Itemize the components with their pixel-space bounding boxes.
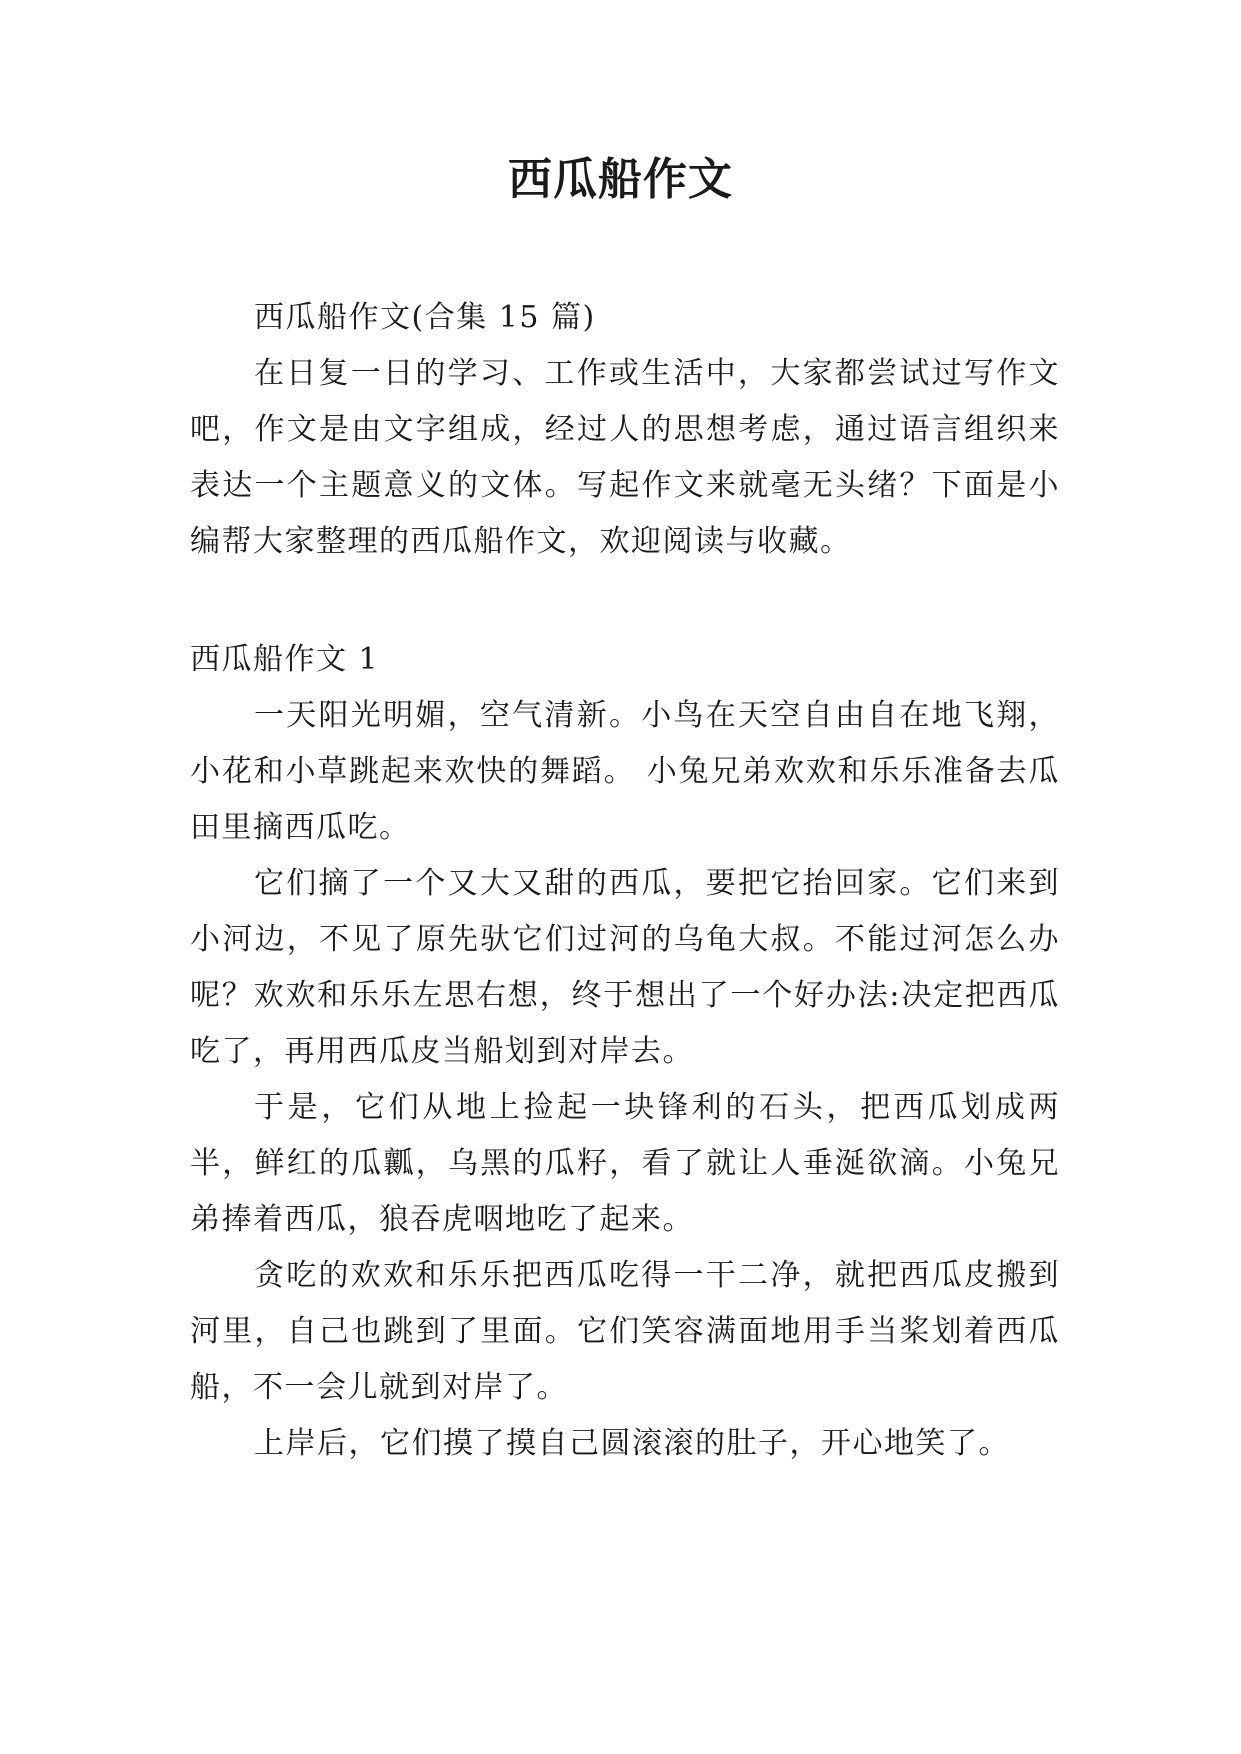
collection-subtitle: 西瓜船作文(合集 15 篇) bbox=[254, 300, 596, 335]
essay-paragraph: 贪吃的欢欢和乐乐把西瓜吃得一干二净，就把西瓜皮搬到河里，自己也跳到了里面。它们笑容满面地用手当桨划着西瓜船，不一会儿就到对岸了。 bbox=[190, 1258, 1060, 1405]
intro-paragraph: 在日复一日的学习、工作或生活中，大家都尝试过写作文吧，作文是由文字组成，经过人的思想考虑，通过语言组织来表达一个主题意义的文体。写起作文来就毫无头绪？下面是小编帮大家整理的西瓜船作文，欢迎阅读与收藏。 bbox=[190, 356, 1060, 559]
essay-paragraph: 它们摘了一个又大又甜的西瓜，要把它抬回家。它们来到小河边，不见了原先驮它们过河的乌龟大叔。不能过河怎么办呢？欢欢和乐乐左思右想，终于想出了一个好办法:决定把西瓜吃了，再用西瓜皮当船划到对岸去。 bbox=[190, 866, 1060, 1069]
essay-paragraph: 于是，它们从地上捡起一块锋利的石头，把西瓜划成两半，鲜红的瓜瓤，乌黑的瓜籽，看了就让人垂涎欲滴。小兔兄弟捧着西瓜，狼吞虎咽地吃了起来。 bbox=[190, 1090, 1060, 1237]
essay-paragraph: 一天阳光明媚，空气清新。小鸟在天空自由自在地飞翔，小花和小草跳起来欢快的舞蹈。 小兔兄弟欢欢和乐乐准备去瓜田里摘西瓜吃。 bbox=[190, 698, 1060, 845]
document-body bbox=[190, 290, 1060, 1472]
document-title: 西瓜船作文 bbox=[508, 154, 733, 205]
essay-heading: 西瓜船作文 1 bbox=[190, 642, 380, 677]
essay-paragraph: 上岸后，它们摸了摸自己圆滚滚的肚子，开心地笑了。 bbox=[254, 1426, 1010, 1461]
